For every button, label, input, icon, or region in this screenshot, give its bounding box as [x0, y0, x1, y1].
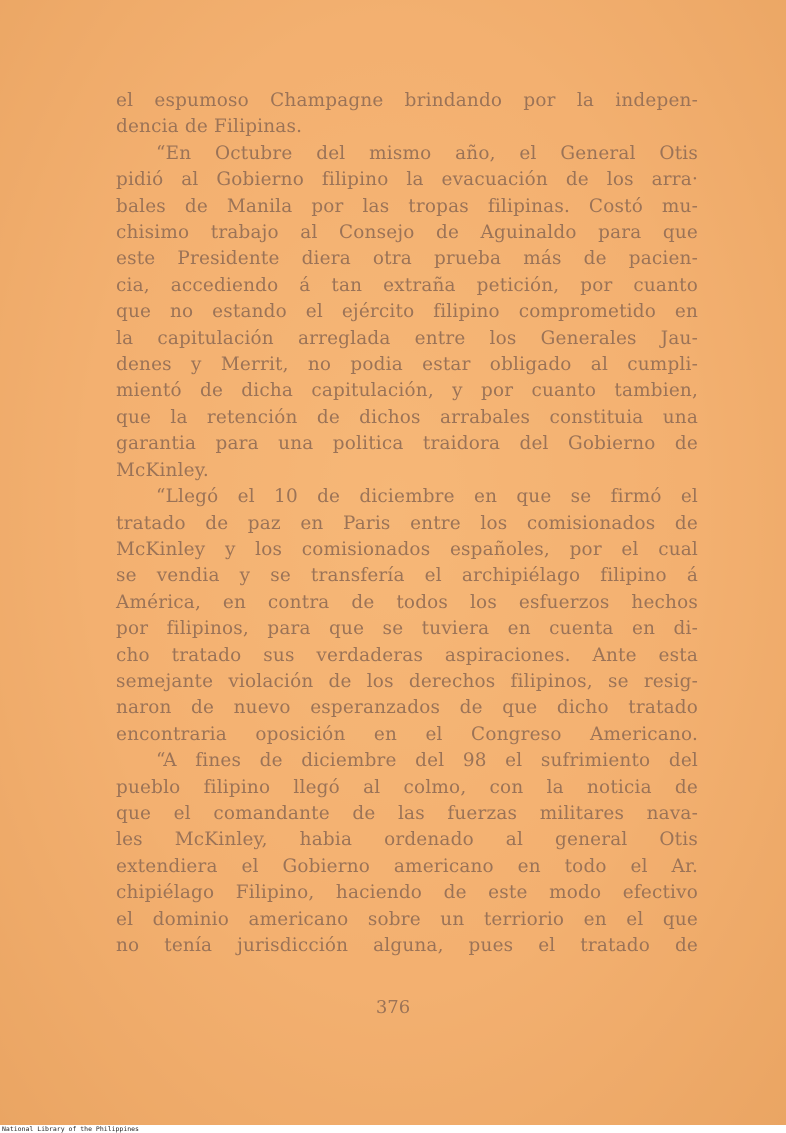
- text-line: dencia de Filipinas.: [116, 116, 303, 138]
- text-line: América, en contra de todos los esfuerzos hechos: [116, 591, 698, 613]
- text-line: que la retención de dichos arrabales constituia una: [116, 406, 698, 428]
- text-line: semejante violación de los derechos filipinos, se resig-: [116, 670, 698, 692]
- text-line: chisimo trabajo al Consejo de Aguinaldo para que: [116, 222, 698, 244]
- text-line: cho tratado sus verdaderas aspiraciones. Ante esta: [116, 644, 698, 666]
- text-line: McKinley.: [116, 459, 209, 481]
- text-line: este Presidente diera otra prueba más de pacien-: [116, 248, 698, 270]
- text-line: encontraria oposición en el Congreso Americano.: [116, 723, 698, 745]
- text-line: extendiera el Gobierno americano en todo el Ar.: [116, 855, 698, 877]
- text-line: tratado de paz en Paris entre los comisionados de: [116, 512, 698, 534]
- text-line: bales de Manila por las tropas filipinas. Costó mu-: [116, 195, 698, 217]
- page-body-text: [116, 88, 698, 959]
- text-line: el dominio americano sobre un terriorio en el que: [116, 908, 698, 930]
- text-line: cia, accediendo á tan extraña petición, por cuanto: [116, 274, 698, 296]
- text-line: chipiélago Filipino, haciendo de este modo efectivo: [116, 882, 698, 904]
- footer-credit: National Library of the Philippines: [2, 1125, 139, 1133]
- text-line: “Llegó el 10 de diciembre en que se firmó el: [156, 486, 698, 508]
- text-line: pidió al Gobierno filipino la evacuación de los arra·: [116, 169, 698, 191]
- text-line: McKinley y los comisionados españoles, por el cual: [116, 538, 698, 560]
- text-line: que el comandante de las fuerzas militares nava-: [116, 802, 698, 824]
- text-line: pueblo filipino llegó al colmo, con la noticia de: [116, 776, 698, 798]
- text-line: se vendia y se transfería el archipiélago filipino á: [116, 565, 698, 587]
- text-line: les McKinley, habia ordenado al general Otis: [116, 829, 698, 851]
- text-line: que no estando el ejército filipino comprometido en: [116, 301, 698, 323]
- text-line: garantia para una politica traidora del Gobierno de: [116, 433, 698, 455]
- text-line: “A fines de diciembre del 98 el sufrimiento del: [156, 750, 698, 772]
- text-line: mientó de dicha capitulación, y por cuanto tambien,: [116, 380, 698, 402]
- page-number: 376: [375, 997, 411, 1018]
- text-line: naron de nuevo esperanzados de que dicho tratado: [116, 697, 698, 719]
- text-line: la capitulación arreglada entre los Generales Jau-: [116, 327, 698, 349]
- text-line: denes y Merrit, no podia estar obligado al cumpli-: [116, 354, 698, 376]
- text-line: no tenía jurisdicción alguna, pues el tratado de: [116, 935, 698, 956]
- text-line: el espumoso Champagne brindando por la indepen-: [116, 90, 698, 111]
- text-line: “En Octubre del mismo año, el General Otis: [156, 142, 698, 164]
- text-line: por filipinos, para que se tuviera en cuenta en di-: [116, 618, 698, 640]
